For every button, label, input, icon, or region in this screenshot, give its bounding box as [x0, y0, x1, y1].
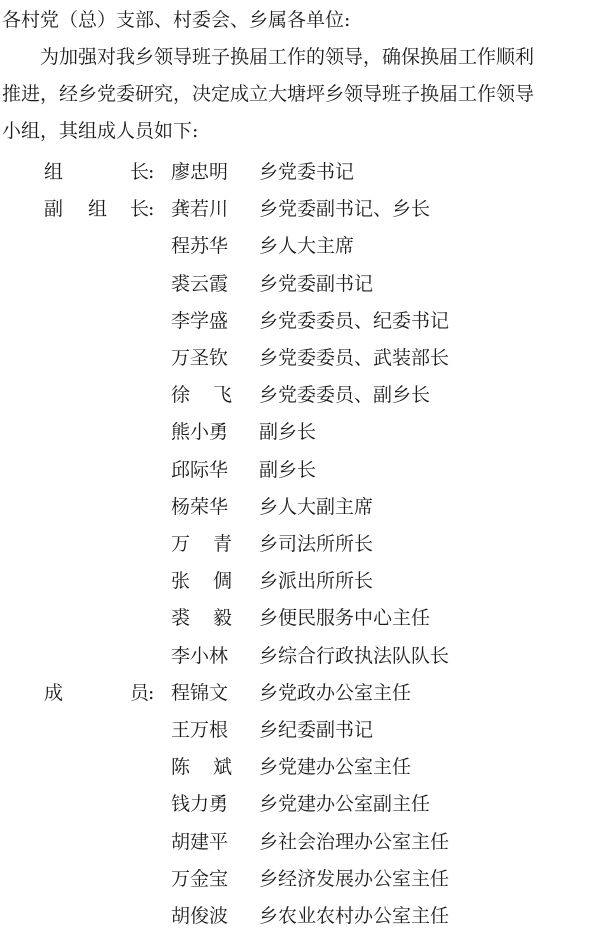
member-role — [44, 604, 162, 632]
member-name: 杨荣华 — [171, 495, 229, 518]
member-name: 胡俊波 — [171, 905, 229, 927]
member-role — [44, 232, 162, 260]
member-title: 乡党委委员、副乡长 — [259, 384, 431, 407]
member-row — [0, 716, 605, 744]
member-role — [44, 418, 162, 446]
role-char: 成 — [44, 681, 64, 704]
member-title: 乡便民服务中心主任 — [259, 607, 431, 630]
member-role — [44, 344, 162, 372]
member-row — [0, 679, 605, 707]
member-name: 裘云霞 — [171, 272, 229, 295]
member-name: 邱际华 — [171, 458, 229, 481]
member-row — [0, 418, 605, 446]
member-title: 乡纪委副书记 — [259, 719, 374, 741]
member-role — [44, 679, 162, 707]
member-row — [0, 865, 605, 893]
role-char: 副 — [44, 198, 64, 221]
salutation: 各村党（总）支部、村委会、乡属各单位: — [2, 9, 351, 31]
member-name: 万金宝 — [171, 867, 229, 890]
member-name: 程苏华 — [171, 235, 229, 258]
member-name: 熊小勇 — [171, 421, 229, 444]
member-title: 乡党委书记 — [259, 161, 355, 183]
member-name: 陈 斌 — [171, 756, 233, 779]
member-name: 王万根 — [171, 719, 229, 741]
role-char: 长 — [130, 198, 150, 221]
role-char: 组 — [88, 198, 108, 221]
member-title: 副乡长 — [259, 458, 317, 481]
member-title: 乡农业农村办公室主任 — [259, 905, 450, 927]
member-row — [0, 642, 605, 670]
member-row — [0, 232, 605, 260]
member-title: 乡党政办公室主任 — [259, 681, 412, 704]
member-row — [0, 270, 605, 298]
member-row — [0, 493, 605, 521]
member-title: 乡党委副书记 — [259, 272, 374, 295]
member-title: 乡经济发展办公室主任 — [259, 867, 450, 890]
member-name: 李学盛 — [171, 309, 229, 332]
member-role — [44, 828, 162, 856]
role-char: 员 — [130, 681, 150, 704]
member-title: 乡党委委员、纪委书记 — [259, 309, 450, 332]
role-char: 组 — [44, 161, 64, 183]
member-role — [44, 158, 162, 186]
member-title: 乡司法所所长 — [259, 533, 374, 555]
member-row — [0, 753, 605, 781]
member-title: 乡党建办公室主任 — [259, 756, 412, 779]
member-title: 乡党建办公室副主任 — [259, 793, 431, 816]
member-role — [44, 270, 162, 298]
member-row — [0, 530, 605, 558]
member-role — [44, 716, 162, 744]
member-name: 徐 飞 — [171, 384, 233, 407]
member-title: 乡人大副主席 — [259, 495, 374, 518]
role-char: 长 — [130, 161, 150, 183]
member-role — [44, 642, 162, 670]
member-row — [0, 604, 605, 632]
member-title: 乡派出所所长 — [259, 570, 374, 593]
member-role — [44, 865, 162, 893]
paragraph-line-1: 为加强对我乡领导班子换届工作的领导，确保换届工作顺利 — [40, 46, 535, 68]
member-role — [44, 493, 162, 521]
member-row — [0, 307, 605, 335]
member-role — [44, 381, 162, 409]
paragraph-line-2: 推进，经乡党委研究，决定成立大塘坪乡领导班子换届工作领导 — [2, 83, 535, 105]
member-role — [44, 753, 162, 781]
member-role — [44, 195, 162, 223]
member-title: 乡党委副书记、乡长 — [259, 198, 431, 221]
member-row — [0, 158, 605, 186]
member-row — [0, 195, 605, 223]
member-role — [44, 456, 162, 484]
member-title: 乡社会治理办公室主任 — [259, 830, 450, 853]
role-char: : — [148, 681, 155, 704]
member-row — [0, 902, 605, 930]
role-char: : — [148, 198, 155, 221]
member-name: 裘 毅 — [171, 607, 233, 630]
member-row — [0, 828, 605, 856]
member-title: 乡人大主席 — [259, 235, 355, 258]
member-name: 廖忠明 — [171, 161, 229, 183]
member-row — [0, 344, 605, 372]
member-name: 胡建平 — [171, 830, 229, 853]
member-role — [44, 790, 162, 818]
member-row — [0, 381, 605, 409]
member-title: 乡党委委员、武装部长 — [259, 347, 450, 369]
member-title: 乡综合行政执法队队长 — [259, 644, 450, 667]
member-role — [44, 307, 162, 335]
member-role — [44, 567, 162, 595]
member-role — [44, 902, 162, 930]
member-row — [0, 567, 605, 595]
paragraph-line-3: 小组，其组成人员如下: — [2, 120, 199, 142]
member-name: 钱力勇 — [171, 793, 229, 816]
member-role — [44, 530, 162, 558]
member-name: 万圣钦 — [171, 347, 229, 369]
member-row — [0, 790, 605, 818]
member-name: 张 倜 — [171, 570, 233, 593]
role-char: : — [148, 161, 155, 183]
member-row — [0, 456, 605, 484]
member-name: 龚若川 — [171, 198, 229, 221]
member-name: 李小林 — [171, 644, 229, 667]
member-title: 副乡长 — [259, 421, 317, 444]
member-name: 万 青 — [171, 533, 233, 555]
member-name: 程锦文 — [171, 681, 229, 704]
